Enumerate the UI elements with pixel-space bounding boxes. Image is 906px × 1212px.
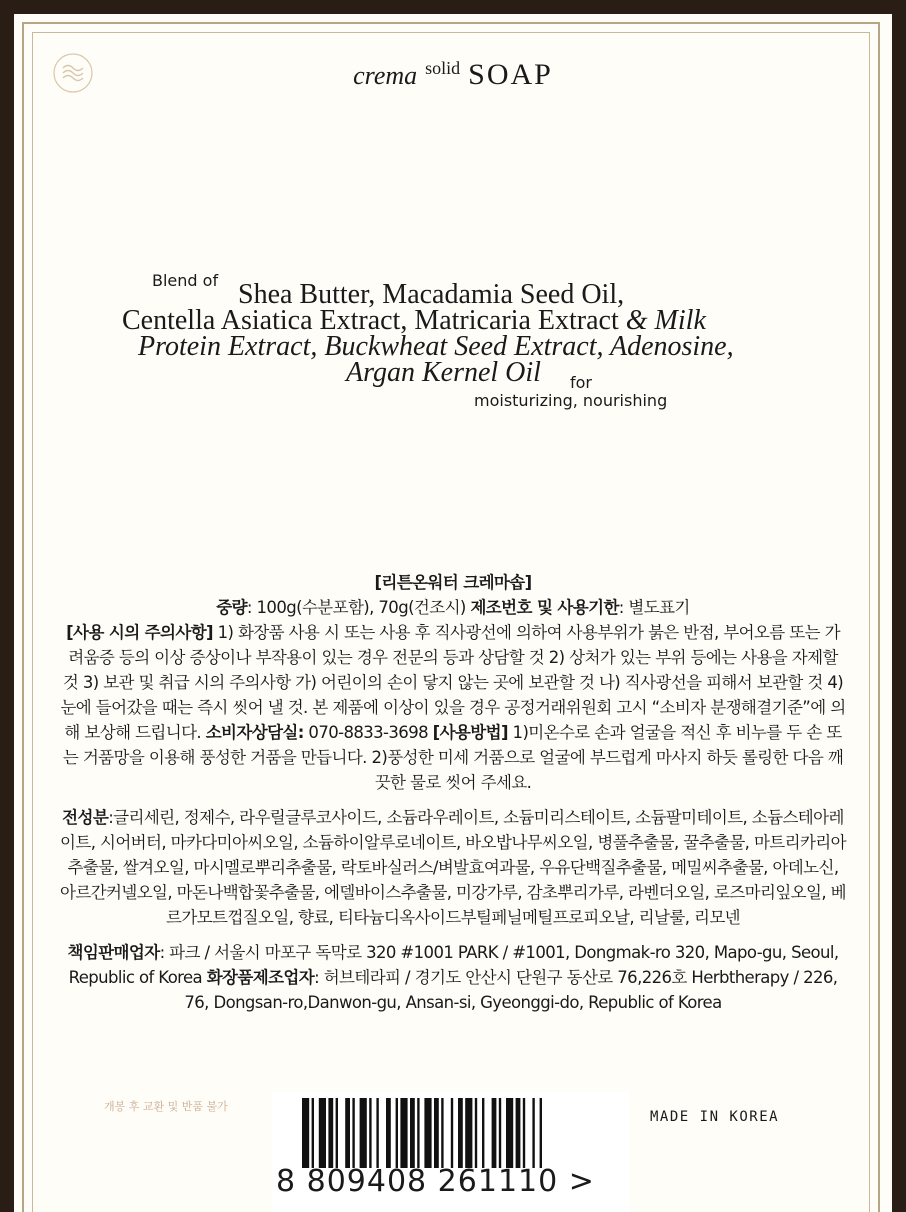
barcode-number: 8 809408 261110 > (276, 1164, 595, 1199)
barcode-bar (523, 1098, 525, 1168)
barcode-bar (434, 1098, 439, 1168)
barcode-bar (499, 1098, 501, 1168)
blend-line-2: Centella Asiatica Extract, Matricaria Extract & Milk (122, 305, 706, 336)
barcode-bar (465, 1098, 472, 1168)
barcode-bar (360, 1098, 367, 1168)
barcode-bar (336, 1098, 338, 1168)
info-weight: 중량: 100g(수분포함), 70g(건조시) 제조번호 및 사용기한: 별도표기 (216, 598, 690, 617)
barcode-bar (319, 1098, 326, 1168)
barcode-bar (410, 1098, 415, 1168)
barcode-bar (312, 1098, 314, 1168)
barcode-bar (540, 1098, 542, 1168)
barcode-bar (492, 1098, 497, 1168)
product-title-solid: solid (425, 58, 461, 78)
barcode (302, 1098, 602, 1168)
barcode-bar (424, 1098, 431, 1168)
barcode-bar (302, 1098, 309, 1168)
barcode-bar (475, 1098, 477, 1168)
barcode-bar (345, 1098, 350, 1168)
info-ingredients: 전성분:글리세린, 정제수, 라우릴글루코사이드, 소듐라우레이트, 소듐미리스테이트, 소듐팔미테이트, 소듐스테아레이트, 시어버터, 마카다미아씨오일, 소듐하이알루로네이트, 바오밥나무씨오일, 병풀추출물, 꿀추출물, 마트리카리아추출물, 쌀겨오일, 마시멜로뿌리추출물, 락토바실러스/벼발효여과물, 우유단백질추출물, 메밀씨추출물, 아데노신, 아르간커넬오일, 마돈나백합꽃추출물, 에델바이스추출물, 미강가루, 감초뿌리가루, 라벤더오일, 로즈마리잎오일, 베르가모트껍질오일, 향료, 티타늄디옥사이드부틸페닐메틸프로피오날, 리날룰, 리모넨 (60, 808, 846, 927)
barcode-bar (506, 1098, 513, 1168)
barcode-bar (451, 1098, 453, 1168)
barcode-bar (458, 1098, 463, 1168)
barcode-bar (532, 1098, 534, 1168)
blend-for: for (570, 373, 592, 392)
info-product-name: [리튼온워터 크레마솝] (374, 573, 532, 592)
no-return-notice: 개봉 후 교환 및 반품 불가 (104, 1100, 228, 1113)
barcode-bar (376, 1098, 378, 1168)
product-title (0, 58, 906, 92)
made-in-label: MADE IN KOREA (650, 1109, 780, 1125)
barcode-bar (482, 1098, 484, 1168)
blend-line-4: Argan Kernel Oil (346, 357, 541, 388)
barcode-bar (400, 1098, 407, 1168)
blend-benefit: moisturizing, nourishing (474, 391, 668, 410)
barcode-bar (352, 1098, 354, 1168)
barcode-bar (396, 1098, 398, 1168)
product-info (60, 570, 846, 1015)
blend-line-3: Protein Extract, Buckwheat Seed Extract, Adenosine, (138, 331, 734, 362)
barcode-bar (441, 1098, 443, 1168)
barcode-bar (417, 1098, 419, 1168)
info-caution-usage: [사용 시의 주의사항] 1) 화장품 사용 시 또는 사용 후 직사광선에 의하여 사용부위가 붉은 반점, 부어오름 또는 가려움증 등의 이상 증상이나 부작용이 있는 경우 전문의 등과 상담할 것 2) 상처가 있는 부위 등에는 사용을 자제할 것 3) 보관 및 취급 시의 주의사항 가) 어린이의 손이 닿지 않는 곳에 보관할 것 나) 직사광선을 피해서 보관할 것 4) 눈에 들어갔을 때는 즉시 씻어 낼 것. 본 제품에 이상이 있을 경우 공정거래위원회 고시 “소비자 분쟁해결기준”에 의해 보상해 드립니다. 소비자상담실: 070-8833-3698 [사용방법] 1)미온수로 손과 얼굴을 적신 후 비누를 두 손 또는 거품망을 이용해 풍성한 거품을 만듭니다. 2)풍성한 미세 거품으로 얼굴에 부드럽게 마사지 하듯 롤링한 다음 깨끗한 물로 씻어 주세요. (60, 623, 846, 792)
barcode-bar (328, 1098, 333, 1168)
blend-prefix: Blend of (152, 271, 219, 290)
info-manufacturer: 책임판매업자: 파크 / 서울시 마포구 독막로 320 #1001 PARK / #1001, Dongmak-ro 320, Mapo-gu, Seoul, Republic of Korea 화장품제조업자: 허브테라피 / 경기도 안산시 단원구 동산로 76,226호 Herbtherapy / 226, 76, Dongsan-ro,Danwon-gu, Ansan-si, Gyeonggi-do, Republic of Korea (67, 943, 839, 1012)
product-title-crema: crema (353, 61, 418, 90)
barcode-bar (369, 1098, 371, 1168)
blend-line-1: Shea Butter, Macadamia Seed Oil, (238, 279, 625, 310)
product-title-soap: SOAP (468, 58, 553, 91)
barcode-bar (516, 1098, 521, 1168)
barcode-bar (386, 1098, 391, 1168)
